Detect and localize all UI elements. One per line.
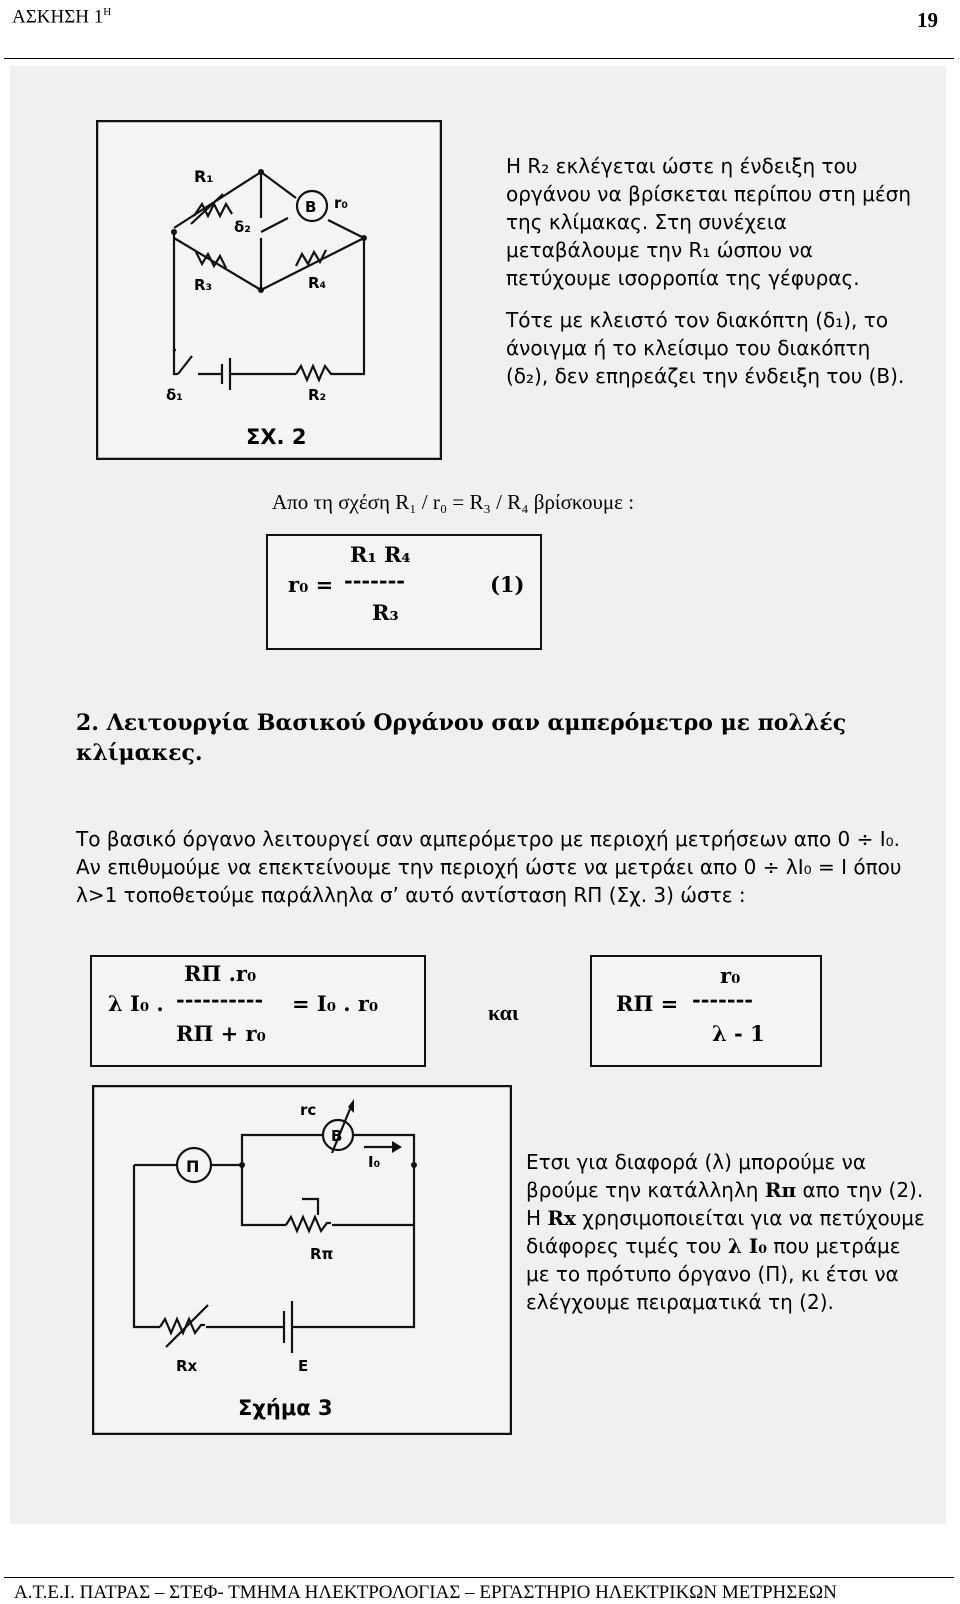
label-rx: Rx bbox=[176, 1357, 198, 1375]
node bbox=[258, 169, 264, 175]
page-number: 19 bbox=[917, 8, 938, 32]
label-rc: rc bbox=[300, 1101, 317, 1119]
formula-2-box bbox=[90, 955, 426, 1067]
formula-2-lhs: λ I₀ . bbox=[108, 991, 164, 1016]
node bbox=[411, 1162, 417, 1168]
label-r3: R₃ bbox=[194, 276, 213, 294]
label-delta2: δ₂ bbox=[234, 218, 251, 236]
section-2-heading: 2. Λειτουργία Βασικού Οργάνου σαν αμπερόμετρο με πολλές κλίμακες. bbox=[76, 710, 847, 766]
formula-1-number: (1) bbox=[490, 572, 525, 597]
label-delta1: δ₁ bbox=[166, 386, 183, 404]
formula-3-numerator: r₀ bbox=[720, 963, 741, 988]
formula-3-bar: ------- bbox=[692, 987, 754, 1012]
explanation-rx: Rx bbox=[547, 1206, 576, 1230]
explanation-text: απο την (2). Η bbox=[526, 1178, 924, 1230]
explanation-rpi: Rπ bbox=[764, 1178, 797, 1202]
bridge-description bbox=[506, 152, 916, 400]
page-footer: Α.Τ.Ε.Ι. ΠΑΤΡΑΣ – ΣΤΕΦ- ΤΜΗΜΑ ΗΛΕΚΤΡΟΛΟΓΙΑΣ – ΕΡΓΑΣΤΗΡΙΟ ΗΛΕΚΤΡΙΚΩΝ ΜΕΤΡΗΣΕΩΝ bbox=[14, 1582, 837, 1603]
node bbox=[258, 287, 264, 293]
formula-3-denominator: λ - 1 bbox=[712, 1021, 765, 1046]
label-r0: r₀ bbox=[334, 194, 348, 212]
relation-text: Απο τη σχέση R₁ / r₀ = R₃ / R₄ βρίσκουμε : bbox=[272, 490, 635, 514]
formula-3-box bbox=[590, 955, 822, 1067]
bridge-paragraph-1: Η R₂ εκλέγεται ώστε η ένδειξη του οργάνου να βρίσκεται περίπου στη μέση της κλίμακας. Στη συνέχεια μεταβάλουμε την R₁ ώσπου να πετύχουμε ισορροπία της γέφυρας. bbox=[506, 154, 912, 290]
header-title-text: ΑΣΚΗΣΗ 1 bbox=[12, 6, 104, 28]
figure-3-ammeter-circuit bbox=[92, 1085, 512, 1435]
label-rpi: Rπ bbox=[310, 1245, 334, 1263]
figure-2-frame bbox=[97, 121, 441, 459]
label-r4: R₄ bbox=[308, 274, 327, 292]
formula-1-box bbox=[266, 534, 542, 650]
formula-1-bar: ------- bbox=[344, 568, 406, 593]
formula-1-denominator: R₃ bbox=[372, 600, 399, 625]
formula-2-rhs: = I₀ . r₀ bbox=[292, 991, 379, 1016]
section-2-body: Το βασικό όργανο λειτουργεί σαν αμπερόμετρο με περιοχή μετρήσεων απο 0 ÷ I₀. Αν επιθυμούμε να επεκτείνουμε την περιοχή ώστε να μετράει απο 0 ÷ λI₀ = I όπου λ>1 τοποθετούμε παράλληλα σ’ αυτό αντίσταση RΠ (Σχ. 3) ώστε : bbox=[76, 827, 902, 907]
label-current-i0: I₀ bbox=[368, 1153, 381, 1171]
label-pi: Π bbox=[186, 1157, 200, 1176]
label-meter-b: B bbox=[305, 198, 317, 216]
header-title-sup: Η bbox=[103, 6, 112, 18]
explanation-text: Ετσι για διαφορά (λ) μπορούμε να βρούμε την κατάλληλη bbox=[526, 1150, 867, 1202]
formula-3-lhs: RΠ = bbox=[616, 991, 679, 1016]
explanation-text: χρησιμοποιείται για να πετύχουμε διάφορες τιμές του bbox=[526, 1206, 925, 1258]
bridge-paragraph-2: Τότε με κλειστό τον διακόπτη (δ₁), το άνοιγμα ή το κλείσιμο του διακόπτη (δ₂), δεν επηρεάζει την ένδειξη του (B). bbox=[506, 308, 905, 388]
formula-2-numerator: RΠ .r₀ bbox=[184, 961, 257, 986]
figure-3-caption: Σχήμα 3 bbox=[238, 1396, 333, 1420]
explanation-li0: λ I₀ bbox=[727, 1234, 767, 1258]
page-header-title bbox=[12, 6, 111, 28]
kai-connector: και bbox=[488, 1000, 519, 1025]
node bbox=[361, 235, 367, 241]
header-rule bbox=[4, 58, 954, 59]
formula-1-numerator: R₁ R₄ bbox=[350, 542, 411, 567]
label-r1: R₁ bbox=[194, 167, 214, 186]
formula-1-lhs: r₀ = bbox=[288, 572, 334, 597]
node bbox=[239, 1162, 245, 1168]
figure-3-frame bbox=[93, 1086, 511, 1434]
label-meter-b: B bbox=[331, 1127, 343, 1145]
figure-3-explanation bbox=[526, 1148, 926, 1316]
node bbox=[171, 229, 177, 235]
label-r2: R₂ bbox=[308, 386, 327, 404]
formula-2-bar: ---------- bbox=[176, 987, 264, 1012]
explanation-text: που μετράμε με το πρότυπο όργανο (Π), κι έτσι να ελέγχουμε πειραματικά τη (2). bbox=[526, 1234, 901, 1314]
footer-rule bbox=[4, 1577, 954, 1578]
formula-2-denominator: RΠ + r₀ bbox=[176, 1021, 266, 1046]
figure-2-bridge-circuit bbox=[96, 120, 442, 460]
figure-2-caption: ΣΧ. 2 bbox=[246, 425, 307, 449]
label-emf: E bbox=[298, 1357, 309, 1375]
